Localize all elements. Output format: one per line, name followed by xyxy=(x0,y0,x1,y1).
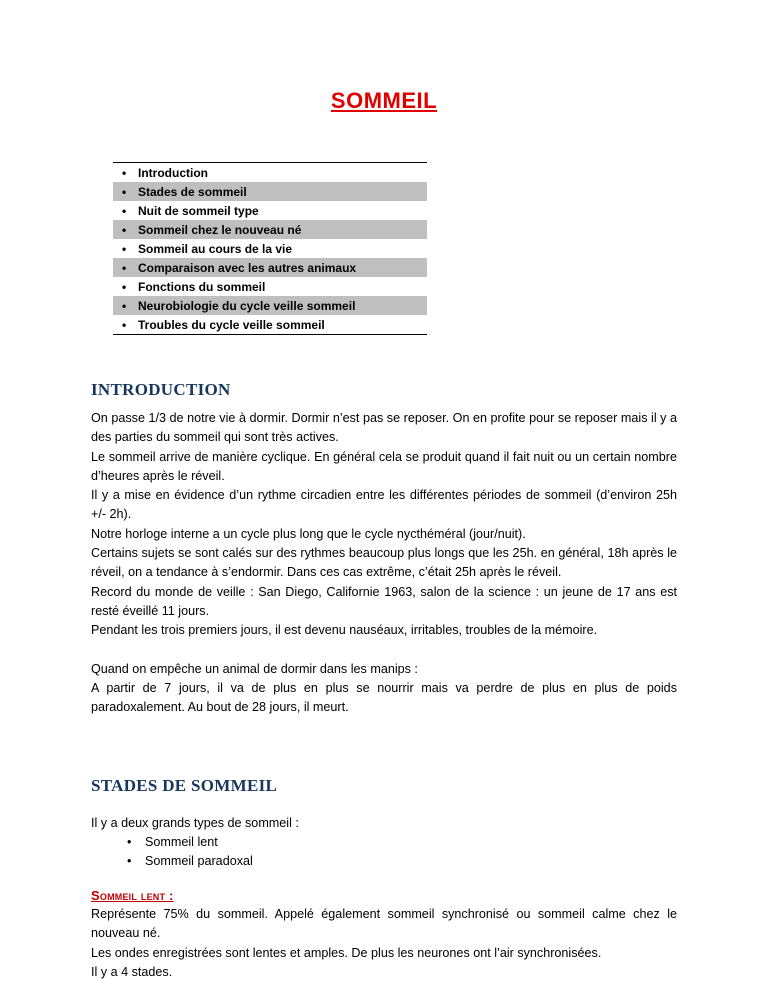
bullet-icon xyxy=(113,185,131,199)
toc-item-label: Sommeil chez le nouveau né xyxy=(138,222,302,237)
toc-item xyxy=(113,239,427,258)
stades-heading: STADES DE SOMMEIL xyxy=(91,775,278,795)
bullet-icon xyxy=(113,261,131,275)
toc-item-label: Troubles du cycle veille sommeil xyxy=(138,317,325,332)
toc-item-label: Neurobiologie du cycle veille sommeil xyxy=(138,298,356,313)
intro-paragraph: Il y a mise en évidence d’un rythme circadien entre les différentes périodes de sommeil (d’environ 25h +/- 2h). xyxy=(91,488,677,522)
intro-paragraph: Le sommeil arrive de manière cyclique. En général cela se produit quand il fait nuit ou un certain nombre d’heures après le réveil. xyxy=(91,449,677,483)
intro-paragraph: Quand on empêche un animal de dormir dans les manips : xyxy=(91,661,418,676)
bullet-icon xyxy=(113,299,131,313)
toc-item-label: Comparaison avec les autres animaux xyxy=(138,260,357,275)
bullet-icon xyxy=(113,166,131,180)
bullet-icon xyxy=(127,833,145,852)
toc-item xyxy=(113,220,427,239)
intro-paragraph: On passe 1/3 de notre vie à dormir. Dormir n’est pas se reposer. On en profite pour se reposer mais il y a des parties du sommeil qui sont très actives. xyxy=(91,411,677,445)
list-item-label: Sommeil paradoxal xyxy=(145,854,253,869)
toc-item-label: Introduction xyxy=(138,165,208,180)
intro-paragraph: Pendant les trois premiers jours, il est devenu nauséaux, irritables, troubles de la mémoire. xyxy=(91,623,598,638)
intro-paragraph: Record du monde de veille : San Diego, Californie 1963, salon de la science : un jeune de 17 ans est resté éveillé 11 jours. xyxy=(91,584,677,618)
bullet-icon xyxy=(113,242,131,256)
list-item-label: Sommeil lent xyxy=(145,835,218,850)
toc-item xyxy=(113,182,427,201)
table-of-contents xyxy=(113,162,427,335)
toc-item-label: Sommeil au cours de la vie xyxy=(138,241,293,256)
bullet-icon xyxy=(113,318,131,332)
bullet-icon xyxy=(113,204,131,218)
introduction-section xyxy=(91,380,677,718)
bullet-icon xyxy=(113,223,131,237)
list-item xyxy=(91,852,677,871)
stades-paragraph: Les ondes enregistrées sont lentes et amples. De plus les neurones ont l’air synchronisées. xyxy=(91,945,602,960)
intro-paragraph: Notre horloge interne a un cycle plus long que le cycle nycthéméral (jour/nuit). xyxy=(91,526,526,541)
blank-line xyxy=(91,641,677,660)
bullet-icon xyxy=(113,280,131,294)
bullet-icon xyxy=(127,852,145,871)
toc-item xyxy=(113,315,427,334)
toc-item xyxy=(113,201,427,220)
stades-intro-line: Il y a deux grands types de sommeil : xyxy=(91,815,299,830)
stades-paragraph: Représente 75% du sommeil. Appelé également sommeil synchronisé ou sommeil calme chez le nouveau né. xyxy=(91,906,677,941)
sleep-types-list xyxy=(91,833,677,872)
toc-item xyxy=(113,258,427,277)
stades-section xyxy=(91,776,677,982)
toc-item-label: Stades de sommeil xyxy=(138,184,247,199)
toc-item xyxy=(113,163,427,182)
toc-item xyxy=(113,296,427,315)
toc-item-label: Fonctions du sommeil xyxy=(138,279,266,294)
intro-paragraph: A partir de 7 jours, il va de plus en plus se nourrir mais va perdre de plus en plus de poids paradoxalement. Au bout de 28 jours, il meurt. xyxy=(91,681,677,715)
toc-item xyxy=(113,277,427,296)
list-item xyxy=(91,833,677,852)
stades-paragraph: Il y a 4 stades. xyxy=(91,964,173,979)
toc-item-label: Nuit de sommeil type xyxy=(138,203,259,218)
document-title: SOMMEIL xyxy=(330,88,438,113)
intro-paragraph: Certains sujets se sont calés sur des rythmes beaucoup plus longs que les 25h. en général, 18h après le réveil, on a tendance à s’endormir. Dans ces cas extrême, c’était 25h après le réveil. xyxy=(91,546,677,580)
introduction-heading: INTRODUCTION xyxy=(91,380,231,399)
sommeil-lent-subheading: Sommeil lent : xyxy=(91,887,174,903)
